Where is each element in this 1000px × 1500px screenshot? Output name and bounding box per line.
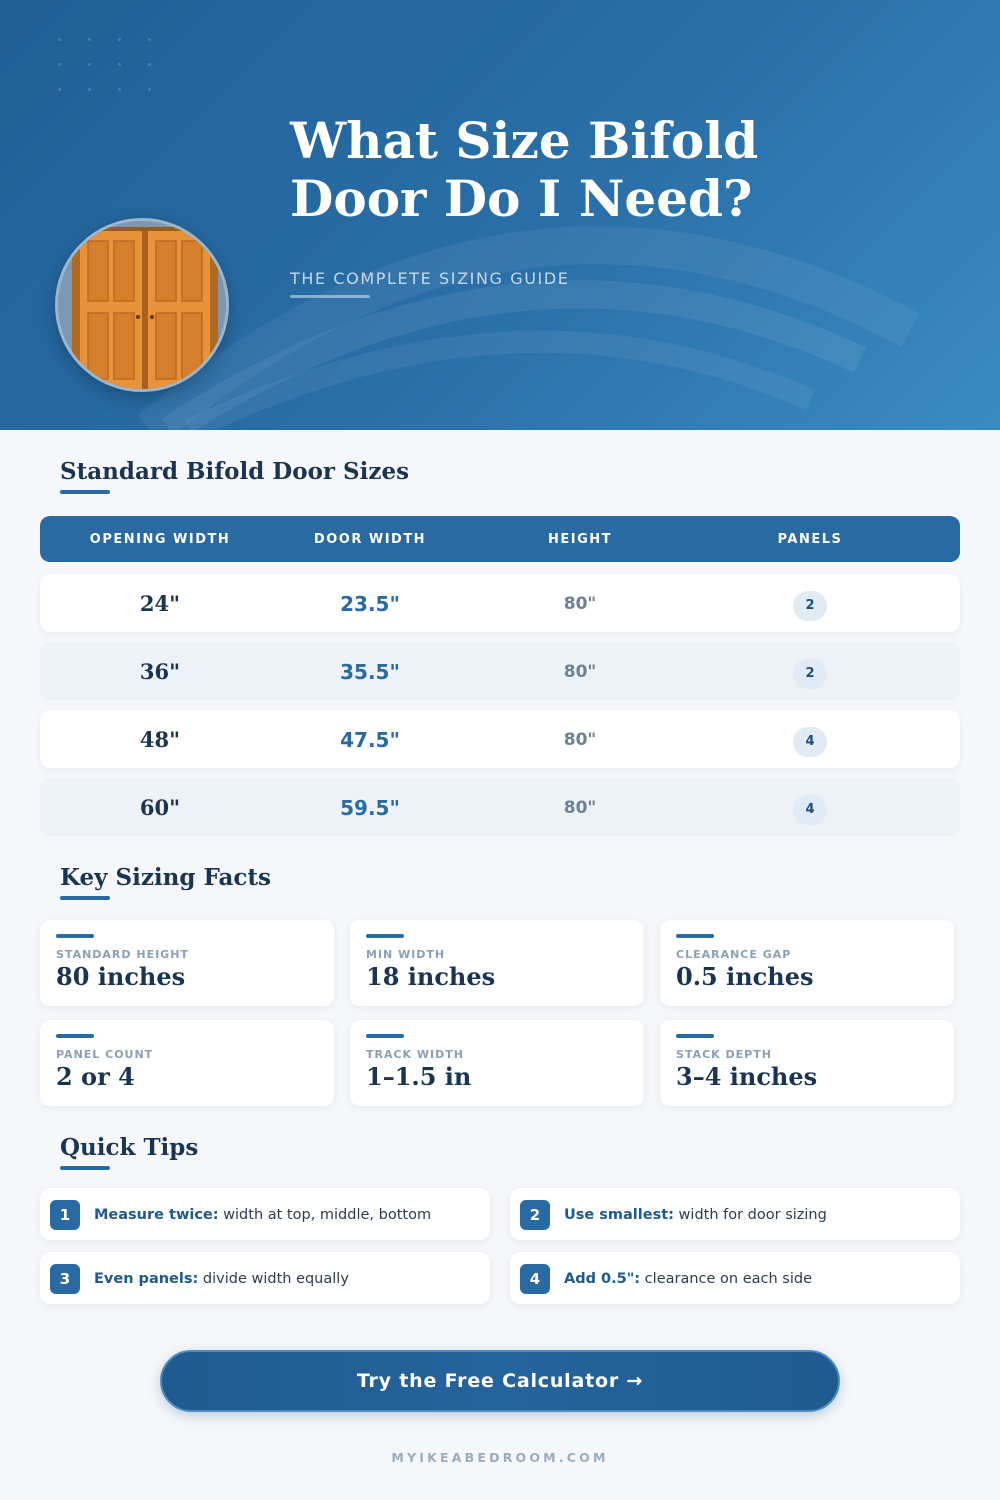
height-cell: 80"	[563, 662, 597, 682]
fact-label: TRACK WIDTH	[366, 1048, 464, 1061]
tip-number-badge: 3	[50, 1264, 80, 1294]
height-cell: 80"	[563, 594, 597, 614]
decorative-dots	[58, 38, 168, 98]
fact-accent-bar	[366, 1034, 404, 1038]
column-header-door-width: DOOR WIDTH	[313, 532, 427, 547]
tip-card	[40, 1188, 490, 1240]
tip-body: divide width equally	[198, 1271, 349, 1287]
fact-value: 18 inches	[366, 962, 496, 991]
table-row	[40, 642, 960, 700]
footer-site-link[interactable]: MYIKEABEDROOM.COM	[391, 1450, 609, 1465]
door-width-cell: 47.5"	[340, 728, 400, 752]
fact-card-stack-depth	[660, 1020, 954, 1106]
panels-badge: 4	[793, 727, 827, 757]
panels-badge: 4	[793, 795, 827, 825]
height-cell: 80"	[563, 798, 597, 818]
fact-label: CLEARANCE GAP	[676, 948, 792, 961]
page-title	[290, 112, 910, 228]
tip-body: width at top, middle, bottom	[218, 1207, 432, 1223]
tip-number-badge: 2	[520, 1200, 550, 1230]
fact-value: 0.5 inches	[676, 962, 814, 991]
column-header-panels: PANELS	[777, 532, 843, 547]
panels-badge: 2	[793, 659, 827, 689]
facts-heading: Key Sizing Facts	[60, 864, 271, 891]
fact-value: 3–4 inches	[676, 1062, 818, 1091]
column-header-opening-width: OPENING WIDTH	[89, 532, 231, 547]
title-line-1: What Size Bifold	[290, 111, 759, 170]
sizes-heading: Standard Bifold Door Sizes	[60, 458, 410, 485]
tips-heading: Quick Tips	[60, 1134, 199, 1161]
fact-card-track-width	[350, 1020, 644, 1106]
tip-card	[510, 1252, 960, 1304]
tip-lead: Measure twice:	[94, 1207, 219, 1223]
fact-card-panel-count	[40, 1020, 334, 1106]
tip-text	[94, 1252, 349, 1304]
fact-value: 2 or 4	[56, 1062, 135, 1091]
tip-text	[564, 1188, 827, 1240]
tip-card	[40, 1252, 490, 1304]
fact-accent-bar	[56, 934, 94, 938]
table-row	[40, 710, 960, 768]
sizes-table-header	[40, 516, 960, 562]
height-cell: 80"	[563, 730, 597, 750]
opening-width-cell: 48"	[139, 727, 181, 752]
fact-card-standard-height	[40, 920, 334, 1006]
fact-value: 80 inches	[56, 962, 186, 991]
hero-banner	[0, 0, 1000, 430]
opening-width-cell: 60"	[139, 795, 181, 820]
subtitle-underline	[290, 295, 370, 298]
tip-lead: Add 0.5":	[564, 1271, 641, 1287]
fact-accent-bar	[676, 1034, 714, 1038]
tip-number-badge: 4	[520, 1264, 550, 1294]
tip-body: width for door sizing	[673, 1207, 827, 1223]
fact-accent-bar	[366, 934, 404, 938]
free-calculator-button[interactable]: Try the Free Calculator →	[160, 1350, 840, 1412]
tip-lead: Use smallest:	[564, 1207, 674, 1223]
fact-label: MIN WIDTH	[366, 948, 446, 961]
panels-badge: 2	[793, 591, 827, 621]
opening-width-cell: 36"	[139, 659, 181, 684]
fact-label: STANDARD HEIGHT	[56, 948, 189, 961]
tip-number-badge: 1	[50, 1200, 80, 1230]
fact-accent-bar	[56, 1034, 94, 1038]
door-width-cell: 59.5"	[340, 796, 400, 820]
facts-heading-underline	[60, 896, 110, 900]
fact-card-clearance-gap	[660, 920, 954, 1006]
tip-body: clearance on each side	[640, 1271, 812, 1287]
table-row	[40, 778, 960, 836]
sizes-heading-underline	[60, 490, 110, 494]
fact-card-min-width	[350, 920, 644, 1006]
page-subtitle: THE COMPLETE SIZING GUIDE	[290, 269, 570, 288]
tip-card	[510, 1188, 960, 1240]
tips-heading-underline	[60, 1166, 110, 1170]
fact-accent-bar	[676, 934, 714, 938]
bifold-door-image	[55, 218, 229, 392]
fact-value: 1–1.5 in	[366, 1062, 472, 1091]
tip-lead: Even panels:	[94, 1271, 199, 1287]
table-row	[40, 574, 960, 632]
door-width-cell: 35.5"	[340, 660, 400, 684]
bifold-door-icon	[58, 221, 229, 392]
tip-text	[564, 1252, 812, 1304]
column-header-height: HEIGHT	[547, 532, 613, 547]
opening-width-cell: 24"	[139, 591, 181, 616]
fact-label: STACK DEPTH	[676, 1048, 772, 1061]
door-width-cell: 23.5"	[340, 592, 400, 616]
title-line-2: Door Do I Need?	[290, 169, 753, 228]
fact-label: PANEL COUNT	[56, 1048, 154, 1061]
tip-text	[94, 1188, 431, 1240]
